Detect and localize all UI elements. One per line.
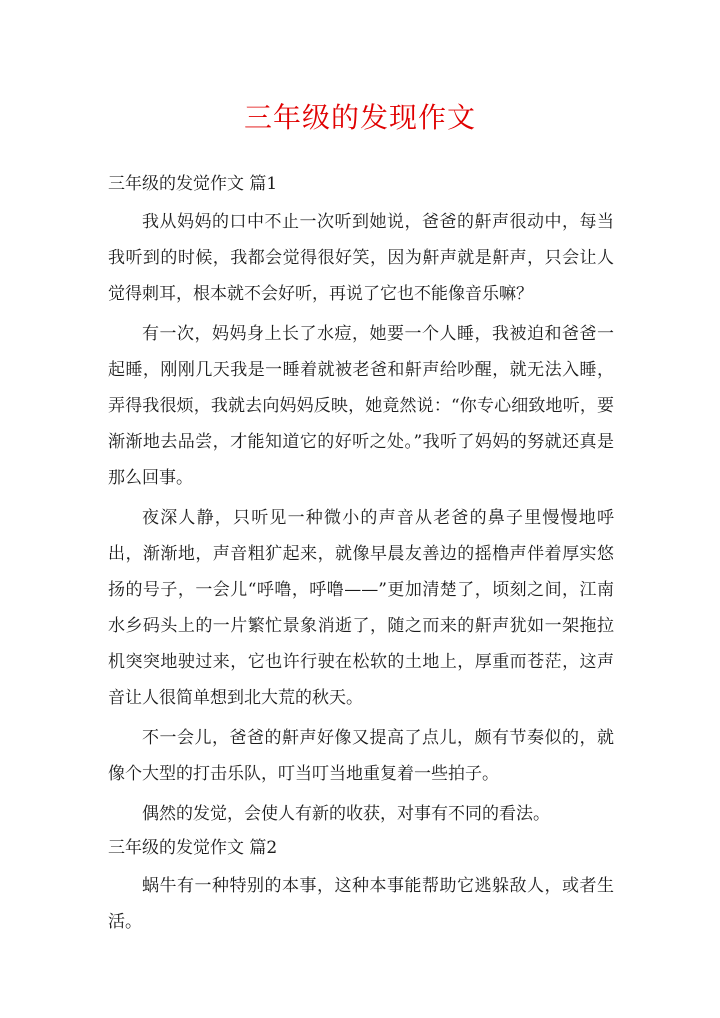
paragraph: 我从妈妈的口中不止一次听到她说，爸爸的鼾声很动中，每当我听到的时候，我都会觉得很好笑，因为鼾声就是鼾声，只会让人觉得刺耳，根本就不会好听，再说了它也不能像音乐嘛？ <box>108 212 614 304</box>
document-body <box>108 168 614 940</box>
paragraph: 有一次，妈妈身上长了水痘，她要一个人睡，我被迫和爸爸一起睡，刚刚几天我是一睡着就被老爸和鼾声给吵醒，就无法入睡，弄得我很烦，我就去向妈妈反映，她竟然说：“你专心细致地听，要渐渐地去品尝，才能知道它的好听之处。”我听了妈妈的努就还真是那么回事。 <box>108 324 614 488</box>
paragraph: 夜深人静，只听见一种微小的声音从老爸的鼻子里慢慢地呼出，渐渐地，声音粗犷起来，就像早晨友善边的摇橹声伴着厚实悠扬的号子，一会儿“呼噜，呼噜——”更加清楚了，顷刻之间，江南水乡码头上的一片繁忙景象消逝了，随之而来的鼾声犹如一架拖拉机突突地驶过来，它也许行驶在松软的土地上，厚重而苍茫，这声音让人很简单想到北大荒的秋天。 <box>108 508 614 708</box>
paragraph: 偶然的发觉，会使人有新的收获，对事有不同的看法。 <box>142 804 550 824</box>
paragraph: 蜗牛有一种特别的本事，这种本事能帮助它逃躲敌人，或者生活。 <box>108 876 614 932</box>
section-heading-2: 三年级的发觉作文 篇2 <box>108 838 278 858</box>
document-title: 三年级的发现作文 <box>243 101 476 134</box>
section-heading-1: 三年级的发觉作文 篇1 <box>108 174 278 194</box>
paragraph: 不一会儿，爸爸的鼾声好像又提高了点儿，颇有节奏似的，就像个大型的打击乐队，叮当叮当地重复着一些拍子。 <box>108 728 614 784</box>
